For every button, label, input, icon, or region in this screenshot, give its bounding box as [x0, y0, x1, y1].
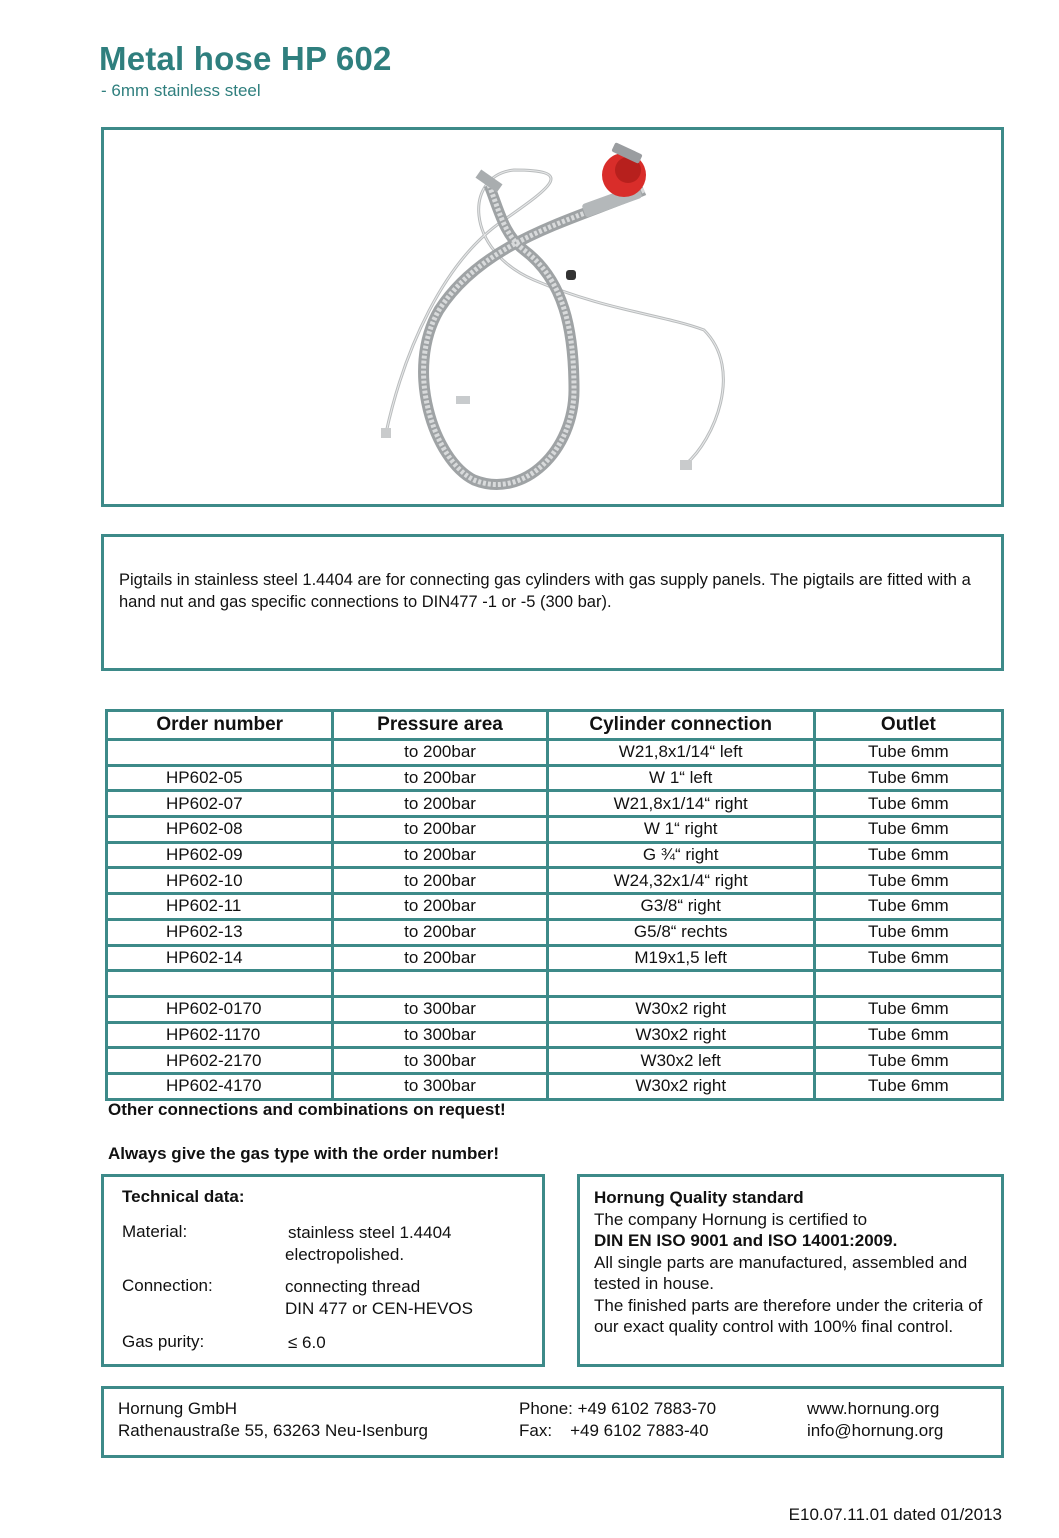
col-header-order-number: Order number [107, 711, 333, 740]
table-row [107, 868, 1003, 894]
outlet-cell [814, 971, 1002, 997]
product-image-frame [101, 127, 1004, 507]
quality-line-4: The finished parts are therefore under the criteria of our exact quality control with 100% final control. [594, 1295, 983, 1336]
quality-title: Hornung Quality standard [594, 1188, 804, 1207]
quality-certification: DIN EN ISO 9001 and ISO 14001:2009. [594, 1231, 898, 1250]
quality-line-3: All single parts are manufactured, assembled and tested in house. [594, 1252, 968, 1293]
website-link[interactable]: www.hornung.org [807, 1399, 940, 1418]
table-row [107, 842, 1003, 868]
metal-hose-image [104, 130, 1001, 504]
order-number-cell: HP602-05 [107, 765, 333, 791]
cylinder-connection-cell: G ¾“ right [547, 842, 814, 868]
table-row [107, 791, 1003, 817]
connection-label: Connection: [122, 1276, 213, 1295]
pressure-area-cell: to 200bar [333, 894, 547, 920]
connection-value-line2: DIN 477 or CEN-HEVOS [285, 1299, 473, 1318]
pressure-area-cell: to 200bar [333, 868, 547, 894]
table-row [107, 996, 1003, 1022]
pressure-area-cell: to 300bar [333, 996, 547, 1022]
fax-line [519, 1420, 716, 1442]
cylinder-connection-cell: W30x2 left [547, 1048, 814, 1074]
order-number-cell: HP602-10 [107, 868, 333, 894]
order-number-cell [107, 971, 333, 997]
note-gas-type: Always give the gas type with the order number! [108, 1144, 500, 1163]
order-number-cell: HP602-2170 [107, 1048, 333, 1074]
table-row [107, 817, 1003, 843]
table-header-row [107, 711, 1003, 740]
cylinder-connection-cell: W30x2 right [547, 1022, 814, 1048]
product-description: Pigtails in stainless steel 1.4404 are for connecting gas cylinders with gas supply panels. The pigtails are fitted with a hand nut and gas specific connections to DIN477 -1 or -5 (300 bar). [119, 571, 971, 611]
outlet-cell: Tube 6mm [814, 765, 1002, 791]
order-number-cell: HP602-08 [107, 817, 333, 843]
pressure-area-cell [333, 971, 547, 997]
pressure-area-cell: to 200bar [333, 765, 547, 791]
fax-number: +49 6102 7883-40 [570, 1421, 709, 1440]
table-row [107, 1048, 1003, 1074]
outlet-cell: Tube 6mm [814, 817, 1002, 843]
pressure-area-cell: to 200bar [333, 791, 547, 817]
outlet-cell: Tube 6mm [814, 868, 1002, 894]
outlet-cell: Tube 6mm [814, 1022, 1002, 1048]
table-row [107, 765, 1003, 791]
table-row [107, 1073, 1003, 1099]
cylinder-connection-cell: G5/8“ rechts [547, 919, 814, 945]
pressure-area-cell: to 200bar [333, 740, 547, 766]
material-value-line1: stainless steel 1.4404 [288, 1223, 452, 1242]
description-box [101, 534, 1004, 671]
material-value-line2: electropolished. [285, 1245, 405, 1264]
col-header-pressure-area: Pressure area [333, 711, 547, 740]
cylinder-connection-cell: W30x2 right [547, 1073, 814, 1099]
phone-line [519, 1398, 716, 1420]
table-row [107, 740, 1003, 766]
cylinder-connection-cell [547, 971, 814, 997]
phone-number: +49 6102 7883-70 [577, 1399, 717, 1418]
document-reference: E10.07.11.01 dated 01/2013 [788, 1505, 1002, 1524]
pressure-area-cell: to 200bar [333, 817, 547, 843]
outlet-cell: Tube 6mm [814, 1048, 1002, 1074]
order-number-cell: HP602-11 [107, 894, 333, 920]
outlet-cell: Tube 6mm [814, 1073, 1002, 1099]
table-row [107, 1022, 1003, 1048]
order-table [105, 709, 1004, 1101]
order-number-cell: HP602-4170 [107, 1073, 333, 1099]
page-title: Metal hose HP 602 [99, 40, 392, 77]
note-other-connections: Other connections and combinations on request! [108, 1100, 506, 1119]
outlet-cell: Tube 6mm [814, 945, 1002, 971]
pressure-area-cell: to 300bar [333, 1048, 547, 1074]
outlet-cell: Tube 6mm [814, 996, 1002, 1022]
order-number-cell: HP602-09 [107, 842, 333, 868]
cylinder-connection-cell: W 1“ left [547, 765, 814, 791]
pressure-area-cell: to 300bar [333, 1073, 547, 1099]
gas-purity-value: ≤ 6.0 [288, 1333, 326, 1352]
table-row [107, 894, 1003, 920]
order-number-cell: HP602-14 [107, 945, 333, 971]
phone-label: Phone: [519, 1399, 573, 1418]
pressure-area-cell: to 200bar [333, 945, 547, 971]
cylinder-connection-cell: G3/8“ right [547, 894, 814, 920]
technical-data-title: Technical data: [122, 1187, 245, 1206]
company-address: Rathenaustraße 55, 63263 Neu-Isenburg [118, 1421, 428, 1440]
pressure-area-cell: to 200bar [333, 919, 547, 945]
order-number-cell: HP602-07 [107, 791, 333, 817]
table-row [107, 971, 1003, 997]
cylinder-connection-cell: W21,8x1/14“ left [547, 740, 814, 766]
quality-standard-box [577, 1174, 1004, 1367]
gas-purity-label: Gas purity: [122, 1332, 205, 1351]
footer-contact-box [101, 1386, 1004, 1458]
connection-value-line1: connecting thread [285, 1277, 421, 1296]
pressure-area-cell: to 300bar [333, 1022, 547, 1048]
order-number-cell: HP602-1170 [107, 1022, 333, 1048]
order-number-cell: HP602-0170 [107, 996, 333, 1022]
outlet-cell: Tube 6mm [814, 740, 1002, 766]
company-name: Hornung GmbH [118, 1399, 238, 1418]
outlet-cell: Tube 6mm [814, 842, 1002, 868]
cylinder-connection-cell: M19x1,5 left [547, 945, 814, 971]
email-link[interactable]: info@hornung.org [807, 1421, 944, 1440]
outlet-cell: Tube 6mm [814, 894, 1002, 920]
order-number-cell: HP602-13 [107, 919, 333, 945]
cylinder-connection-cell: W24,32x1/4“ right [547, 868, 814, 894]
cylinder-connection-cell: W21,8x1/14“ right [547, 791, 814, 817]
outlet-cell: Tube 6mm [814, 919, 1002, 945]
cylinder-connection-cell: W30x2 right [547, 996, 814, 1022]
page-subtitle: - 6mm stainless steel [101, 81, 261, 100]
table-row [107, 945, 1003, 971]
cylinder-connection-cell: W 1“ right [547, 817, 814, 843]
quality-line-1: The company Hornung is certified to [594, 1209, 868, 1229]
pressure-area-cell: to 200bar [333, 842, 547, 868]
col-header-cylinder-connection: Cylinder connection [547, 711, 814, 740]
fax-label: Fax: [519, 1421, 553, 1440]
order-number-cell [107, 740, 333, 766]
col-header-outlet: Outlet [814, 711, 1002, 740]
technical-data-box [101, 1174, 545, 1367]
material-label: Material: [122, 1222, 188, 1241]
table-row [107, 919, 1003, 945]
outlet-cell: Tube 6mm [814, 791, 1002, 817]
